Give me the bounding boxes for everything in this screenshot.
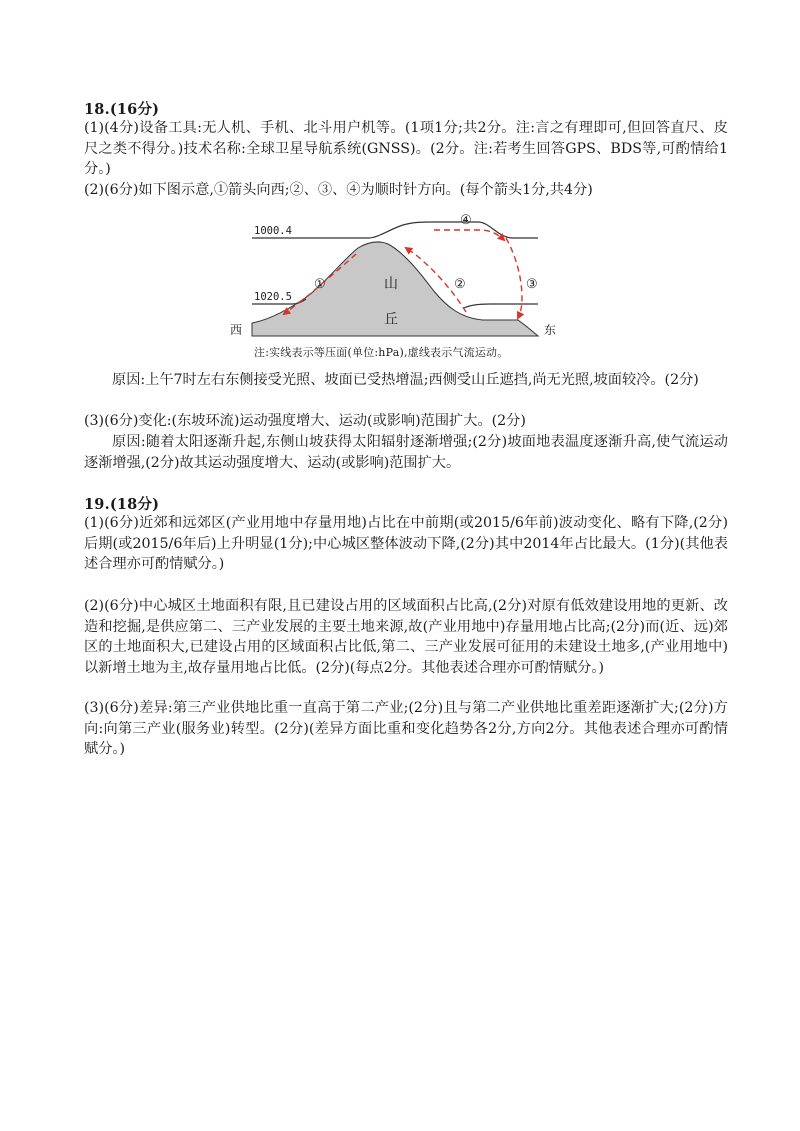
arrow-4-label: ④	[460, 213, 472, 228]
q18-part2: (2)(6分)如下图示意,①箭头向西;②、③、④为顺时针方向。(每个箭头1分,共4分)	[84, 182, 593, 198]
isobar-upper	[252, 222, 538, 238]
diagram-svg	[228, 208, 572, 348]
arrow-1-label: ①	[314, 277, 326, 292]
q19-part1: (1)(6分)近郊和远郊区(产业用地中存量用地)占比在中前期(或2015/6年前)波动变化、略有下降,(2分)后期(或2015/6年后)上升明显(1分);中心城区整体波动下降,(2分)其中2014年占比最大。(1分)(其他表述合理亦可酌情赋分。)	[84, 515, 728, 572]
q18-part1: (1)(4分)设备工具:无人机、手机、北斗用户机等。(1项1分;共2分。注:言之有理即可,但回答直尺、皮尺之类不得分。)技术名称:全球卫星导航系统(GNSS)。(2分。注:若考生回答GPS、BDS等,可酌情给1分。)	[84, 120, 728, 177]
isobar-lower-east	[464, 304, 538, 308]
q18-part3-change: (3)(6分)变化:(东坡环流)运动强度增大、运动(或影响)范围扩大。(2分)	[84, 413, 526, 429]
arrow-3-label: ③	[526, 277, 538, 292]
arrow-2-label: ②	[454, 277, 466, 292]
question-19-heading: 19.(18分)	[84, 496, 160, 513]
valley-wind-diagram	[228, 208, 572, 360]
hill-label-bottom: 丘	[384, 312, 398, 328]
isobar-upper-label: 1000.4	[254, 225, 292, 237]
diagram-caption: 注:实线表示等压面(单位:hPa),虚线表示气流运动。	[254, 346, 509, 359]
arrow-3	[506, 238, 522, 318]
q18-part3-reason: 原因:随着太阳逐渐升起,东侧山坡获得太阳辐射逐渐增强;(2分)坡面地表温度逐渐升高,使气流运动逐渐增强,(2分)故其运动强度增大、运动(或影响)范围扩大。	[84, 434, 728, 471]
west-label: 西	[230, 323, 243, 337]
hill-label-top: 山	[384, 276, 398, 292]
q18-part2-reason: 原因:上午7时左右东侧接受光照、坡面已受热增温;西侧受山丘遮挡,尚无光照,坡面较冷。(2分)	[112, 372, 699, 388]
arrow-4	[434, 230, 504, 240]
question-18-heading: 18.(16分)	[84, 101, 160, 118]
q19-part3: (3)(6分)差异:第三产业供地比重一直高于第二产业;(2分)且与第二产业供地比重差距逐渐扩大;(2分)方向:向第三产业(服务业)转型。(2分)(差异方面比重和变化趋势各2分,方向2分。其他表述合理亦可酌情赋分。)	[84, 700, 728, 757]
q19-part2: (2)(6分)中心城区土地面积有限,且已建设占用的区域面积占比高,(2分)对原有低效建设用地的更新、改造和挖掘,是供应第二、三产业发展的主要土地来源,故(产业用地中)存量用地占比高;(2分)而(近、远)郊区的土地面积大,已建设占用的区域面积占比低,第二、三产业发展可征用的未建设土地多,(产业用地中)以新增土地为主,故存量用地占比低。(2分)(每点2分。其他表述合理亦可酌情赋分。)	[84, 598, 728, 676]
isobar-lower-label: 1020.5	[254, 291, 292, 303]
east-label: 东	[544, 323, 557, 337]
